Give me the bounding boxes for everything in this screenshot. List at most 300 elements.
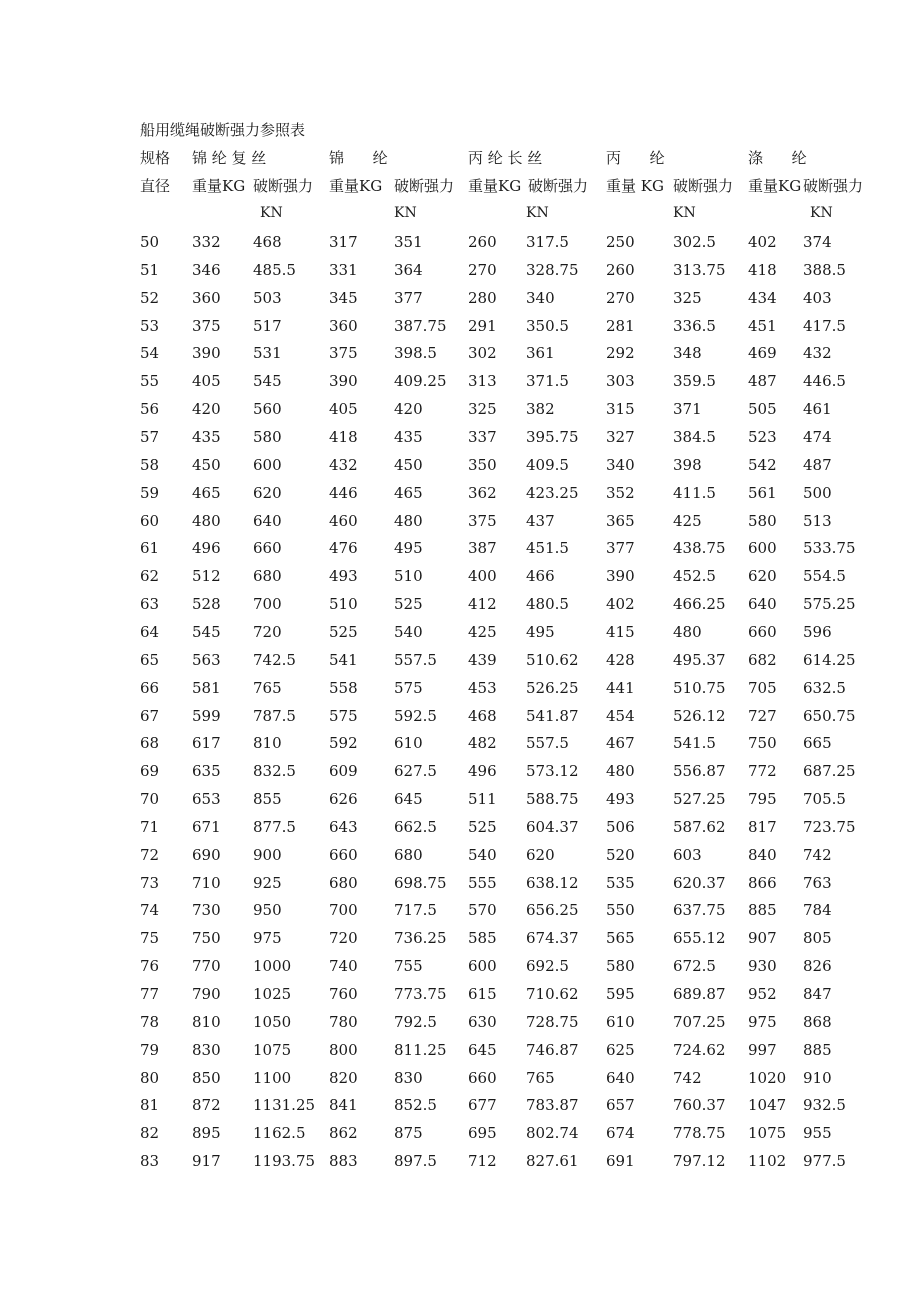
nylon-multifilament-strength-cell: 1131.25 — [253, 1096, 316, 1115]
polyester-weight-cell: 620 — [748, 567, 777, 586]
nylon-strength-cell: 610 — [394, 734, 423, 753]
polyester-strength-cell: 432 — [803, 344, 832, 363]
nylon-weight-cell: 510 — [329, 595, 358, 613]
nylon-strength-cell: 717.5 — [394, 901, 437, 920]
table-row — [0, 400, 920, 420]
pp-strength-cell: 556.87 — [673, 762, 726, 781]
pp-filament-strength-cell: 588.75 — [526, 790, 579, 808]
pp-strength-cell: 797.12 — [673, 1152, 726, 1171]
pp-filament-weight-cell: 375 — [468, 511, 497, 530]
nylon-strength-cell: 409.25 — [394, 372, 447, 391]
group-nylon-multifilament: 锦 纶 复 丝 — [192, 149, 267, 167]
polyester-strength-cell: 723.75 — [803, 817, 856, 836]
pp-filament-strength-cell: 495 — [526, 622, 555, 641]
nylon-multifilament-strength-cell: 545 — [253, 372, 282, 391]
nylon-weight-cell: 418 — [329, 428, 358, 446]
nylon-weight-cell: 780 — [329, 1012, 358, 1031]
table-row — [0, 317, 920, 337]
pp-strength-cell: 707.25 — [673, 1012, 726, 1031]
pp-strength-cell: 384.5 — [673, 428, 716, 446]
polyester-strength-cell: 461 — [803, 400, 832, 419]
table-row — [0, 428, 920, 448]
polyester-weight-cell: 885 — [748, 901, 777, 920]
pp-filament-weight-cell: 350 — [468, 455, 497, 474]
pp-filament-weight-cell: 425 — [468, 622, 497, 641]
pp-filament-strength-cell: 317.5 — [526, 233, 569, 251]
nylon-multifilament-strength-cell: 700 — [253, 595, 282, 613]
pp-weight-cell: 415 — [606, 622, 635, 641]
table-row — [0, 1069, 920, 1089]
table-row — [0, 679, 920, 699]
polyester-weight-cell: 840 — [748, 845, 777, 864]
nylon-strength-cell: 450 — [394, 455, 423, 474]
nylon-strength-cell: 811.25 — [394, 1040, 447, 1059]
pp-filament-weight-cell: 570 — [468, 901, 497, 920]
polyester-strength-cell: 763 — [803, 873, 832, 892]
pp-filament-strength-cell: 765 — [526, 1068, 555, 1087]
pp-filament-strength-cell: 371.5 — [526, 372, 569, 391]
pp-filament-weight-cell: 387 — [468, 539, 497, 558]
pp-weight-cell: 292 — [606, 344, 635, 363]
nylon-weight-cell: 331 — [329, 260, 358, 279]
subheader-breaking-strength: 破断强力 — [528, 177, 589, 195]
unit-label: KN — [260, 205, 283, 221]
diameter-cell: 51 — [140, 260, 160, 279]
pp-strength-cell: 302.5 — [673, 233, 716, 251]
nylon-strength-cell: 351 — [394, 233, 423, 251]
nylon-strength-cell: 575 — [394, 678, 423, 697]
pp-strength-cell: 398 — [673, 455, 702, 474]
polyester-weight-cell: 795 — [748, 790, 777, 808]
diameter-cell: 63 — [140, 595, 160, 613]
nylon-weight-cell: 360 — [329, 316, 358, 335]
nylon-weight-cell: 740 — [329, 957, 358, 976]
polyester-weight-cell: 907 — [748, 929, 777, 948]
polyester-strength-cell: 885 — [803, 1040, 832, 1059]
pp-strength-cell: 348 — [673, 344, 702, 363]
diameter-cell: 50 — [140, 233, 160, 251]
pp-strength-cell: 742 — [673, 1068, 702, 1087]
polyester-strength-cell: 500 — [803, 483, 832, 502]
pp-strength-cell: 336.5 — [673, 316, 716, 335]
polyester-strength-cell: 826 — [803, 957, 832, 976]
nylon-multifilament-weight-cell: 375 — [192, 316, 221, 335]
pp-filament-weight-cell: 712 — [468, 1152, 497, 1171]
pp-filament-weight-cell: 468 — [468, 706, 497, 725]
nylon-multifilament-weight-cell: 450 — [192, 455, 221, 474]
nylon-multifilament-strength-cell: 1162.5 — [253, 1124, 306, 1143]
nylon-strength-cell: 875 — [394, 1124, 423, 1143]
pp-strength-cell: 637.75 — [673, 901, 726, 920]
pp-filament-weight-cell: 313 — [468, 372, 497, 391]
pp-filament-weight-cell: 555 — [468, 873, 497, 892]
polyester-weight-cell: 505 — [748, 400, 777, 419]
pp-filament-weight-cell: 270 — [468, 260, 497, 279]
nylon-multifilament-weight-cell: 405 — [192, 372, 221, 391]
nylon-strength-cell: 736.25 — [394, 929, 447, 948]
diameter-cell: 81 — [140, 1096, 160, 1115]
nylon-strength-cell: 398.5 — [394, 344, 437, 363]
pp-filament-strength-cell: 692.5 — [526, 957, 569, 976]
table-row — [0, 1013, 920, 1033]
table-row — [0, 233, 920, 253]
pp-filament-weight-cell: 260 — [468, 233, 497, 251]
diameter-cell: 57 — [140, 428, 160, 446]
nylon-multifilament-strength-cell: 485.5 — [253, 260, 296, 279]
nylon-weight-cell: 432 — [329, 455, 358, 474]
pp-weight-cell: 260 — [606, 260, 635, 279]
subheader-weight: 重量KG — [468, 177, 522, 195]
diameter-cell: 69 — [140, 762, 160, 781]
unit-label: KN — [526, 205, 549, 221]
pp-strength-cell: 359.5 — [673, 372, 716, 391]
nylon-multifilament-strength-cell: 680 — [253, 567, 282, 586]
nylon-multifilament-strength-cell: 531 — [253, 344, 282, 363]
polyester-strength-cell: 805 — [803, 929, 832, 948]
polyester-strength-cell: 446.5 — [803, 372, 846, 391]
pp-filament-weight-cell: 695 — [468, 1124, 497, 1143]
table-row — [0, 1152, 920, 1172]
polyester-strength-cell: 632.5 — [803, 678, 846, 697]
diameter-cell: 60 — [140, 511, 160, 530]
diameter-cell: 58 — [140, 455, 160, 474]
pp-filament-strength-cell: 451.5 — [526, 539, 569, 558]
nylon-strength-cell: 852.5 — [394, 1096, 437, 1115]
nylon-multifilament-strength-cell: 975 — [253, 929, 282, 948]
diameter-cell: 65 — [140, 650, 160, 669]
polyester-strength-cell: 868 — [803, 1012, 832, 1031]
polyester-weight-cell: 930 — [748, 957, 777, 976]
pp-strength-cell: 724.62 — [673, 1040, 726, 1059]
nylon-multifilament-weight-cell: 770 — [192, 957, 221, 976]
diameter-cell: 55 — [140, 372, 160, 391]
nylon-multifilament-weight-cell: 750 — [192, 929, 221, 948]
pp-filament-weight-cell: 362 — [468, 483, 497, 502]
nylon-weight-cell: 820 — [329, 1068, 358, 1087]
pp-filament-strength-cell: 382 — [526, 400, 555, 419]
nylon-multifilament-strength-cell: 468 — [253, 233, 282, 251]
diameter-cell: 66 — [140, 678, 160, 697]
pp-weight-cell: 303 — [606, 372, 635, 391]
table-row — [0, 567, 920, 587]
pp-weight-cell: 674 — [606, 1124, 635, 1143]
diameter-cell: 71 — [140, 817, 160, 836]
nylon-weight-cell: 800 — [329, 1040, 358, 1059]
nylon-multifilament-weight-cell: 528 — [192, 595, 221, 613]
pp-weight-cell: 281 — [606, 316, 635, 335]
nylon-strength-cell: 627.5 — [394, 762, 437, 781]
pp-strength-cell: 510.75 — [673, 678, 726, 697]
polyester-strength-cell: 955 — [803, 1124, 832, 1143]
nylon-strength-cell: 897.5 — [394, 1152, 437, 1171]
pp-weight-cell: 625 — [606, 1040, 635, 1059]
nylon-strength-cell: 698.75 — [394, 873, 447, 892]
nylon-multifilament-weight-cell: 563 — [192, 650, 221, 669]
nylon-multifilament-strength-cell: 950 — [253, 901, 282, 920]
pp-strength-cell: 620.37 — [673, 873, 726, 892]
diameter-cell: 72 — [140, 845, 160, 864]
pp-strength-cell: 672.5 — [673, 957, 716, 976]
nylon-strength-cell: 465 — [394, 483, 423, 502]
pp-strength-cell: 527.25 — [673, 790, 726, 808]
nylon-weight-cell: 390 — [329, 372, 358, 391]
subheader-weight: 重量 KG — [606, 177, 664, 195]
nylon-multifilament-strength-cell: 720 — [253, 622, 282, 641]
pp-filament-strength-cell: 638.12 — [526, 873, 579, 892]
nylon-multifilament-weight-cell: 872 — [192, 1096, 221, 1115]
pp-weight-cell: 441 — [606, 678, 635, 697]
pp-filament-strength-cell: 746.87 — [526, 1040, 579, 1059]
nylon-multifilament-strength-cell: 640 — [253, 511, 282, 530]
nylon-multifilament-weight-cell: 730 — [192, 901, 221, 920]
pp-weight-cell: 352 — [606, 483, 635, 502]
pp-strength-cell: 587.62 — [673, 817, 726, 836]
diameter-cell: 56 — [140, 400, 160, 419]
pp-weight-cell: 428 — [606, 650, 635, 669]
polyester-weight-cell: 682 — [748, 650, 777, 669]
header-row-units — [0, 205, 920, 225]
table-row — [0, 623, 920, 643]
nylon-strength-cell: 662.5 — [394, 817, 437, 836]
nylon-multifilament-strength-cell: 1025 — [253, 985, 292, 1003]
unit-label: KN — [673, 205, 696, 221]
nylon-multifilament-weight-cell: 810 — [192, 1012, 221, 1031]
nylon-weight-cell: 883 — [329, 1152, 358, 1171]
group-polyester: 涤 纶 — [748, 149, 807, 167]
diameter-cell: 80 — [140, 1068, 160, 1087]
diameter-cell: 75 — [140, 929, 160, 948]
subheader-weight: 重量KG — [192, 177, 246, 195]
pp-filament-weight-cell: 291 — [468, 316, 497, 335]
pp-strength-cell: 411.5 — [673, 483, 716, 502]
polyester-weight-cell: 487 — [748, 372, 777, 391]
pp-filament-weight-cell: 453 — [468, 678, 497, 697]
pp-weight-cell: 327 — [606, 428, 635, 446]
nylon-multifilament-weight-cell: 332 — [192, 233, 221, 251]
table-row — [0, 456, 920, 476]
nylon-multifilament-weight-cell: 512 — [192, 567, 221, 586]
table-row — [0, 1096, 920, 1116]
nylon-multifilament-strength-cell: 742.5 — [253, 650, 296, 669]
pp-filament-strength-cell: 783.87 — [526, 1096, 579, 1115]
pp-weight-cell: 315 — [606, 400, 635, 419]
pp-filament-strength-cell: 573.12 — [526, 762, 579, 781]
nylon-weight-cell: 375 — [329, 344, 358, 363]
pp-filament-weight-cell: 337 — [468, 428, 497, 446]
pp-strength-cell: 778.75 — [673, 1124, 726, 1143]
pp-filament-strength-cell: 728.75 — [526, 1012, 579, 1031]
pp-filament-weight-cell: 585 — [468, 929, 497, 948]
nylon-weight-cell: 660 — [329, 845, 358, 864]
polyester-strength-cell: 650.75 — [803, 706, 856, 725]
nylon-weight-cell: 493 — [329, 567, 358, 586]
polyester-weight-cell: 727 — [748, 706, 777, 725]
diameter-cell: 68 — [140, 734, 160, 753]
pp-weight-cell: 480 — [606, 762, 635, 781]
table-row — [0, 901, 920, 921]
pp-filament-weight-cell: 412 — [468, 595, 497, 613]
nylon-multifilament-strength-cell: 810 — [253, 734, 282, 753]
polyester-strength-cell: 417.5 — [803, 316, 846, 335]
pp-strength-cell: 689.87 — [673, 985, 726, 1003]
diameter-cell: 74 — [140, 901, 160, 920]
pp-strength-cell: 760.37 — [673, 1096, 726, 1115]
pp-filament-weight-cell: 600 — [468, 957, 497, 976]
pp-strength-cell: 480 — [673, 622, 702, 641]
nylon-weight-cell: 558 — [329, 678, 358, 697]
pp-filament-weight-cell: 280 — [468, 288, 497, 307]
polyester-weight-cell: 561 — [748, 483, 777, 502]
nylon-multifilament-weight-cell: 599 — [192, 706, 221, 725]
nylon-multifilament-weight-cell: 465 — [192, 483, 221, 502]
nylon-multifilament-strength-cell: 900 — [253, 845, 282, 864]
nylon-multifilament-strength-cell: 1193.75 — [253, 1152, 316, 1171]
polyester-strength-cell: 533.75 — [803, 539, 856, 558]
polyester-strength-cell: 374 — [803, 233, 832, 251]
pp-strength-cell: 452.5 — [673, 567, 716, 586]
nylon-multifilament-strength-cell: 620 — [253, 483, 282, 502]
nylon-multifilament-weight-cell: 390 — [192, 344, 221, 363]
polyester-strength-cell: 614.25 — [803, 650, 856, 669]
nylon-multifilament-weight-cell: 360 — [192, 288, 221, 307]
pp-filament-strength-cell: 423.25 — [526, 483, 579, 502]
polyester-weight-cell: 434 — [748, 288, 777, 307]
pp-filament-strength-cell: 480.5 — [526, 595, 569, 613]
nylon-weight-cell: 680 — [329, 873, 358, 892]
nylon-strength-cell: 377 — [394, 288, 423, 307]
nylon-weight-cell: 446 — [329, 483, 358, 502]
pp-weight-cell: 520 — [606, 845, 635, 864]
pp-filament-strength-cell: 710.62 — [526, 985, 579, 1003]
nylon-weight-cell: 592 — [329, 734, 358, 753]
polyester-strength-cell: 742 — [803, 845, 832, 864]
subheader-breaking-strength: 破断强力 — [394, 177, 455, 195]
polyester-strength-cell: 977.5 — [803, 1152, 846, 1171]
nylon-multifilament-weight-cell: 653 — [192, 790, 221, 808]
pp-filament-strength-cell: 328.75 — [526, 260, 579, 279]
table-row — [0, 289, 920, 309]
polyester-weight-cell: 1047 — [748, 1096, 787, 1115]
nylon-strength-cell: 773.75 — [394, 985, 447, 1003]
polyester-strength-cell: 847 — [803, 985, 832, 1003]
pp-weight-cell: 454 — [606, 706, 635, 725]
diameter-cell: 82 — [140, 1124, 160, 1143]
polyester-weight-cell: 772 — [748, 762, 777, 781]
pp-filament-strength-cell: 674.37 — [526, 929, 579, 948]
diameter-cell: 62 — [140, 567, 160, 586]
nylon-multifilament-weight-cell: 671 — [192, 817, 221, 836]
nylon-strength-cell: 420 — [394, 400, 423, 419]
pp-filament-strength-cell: 541.87 — [526, 706, 579, 725]
diameter-cell: 79 — [140, 1040, 160, 1059]
polyester-weight-cell: 523 — [748, 428, 777, 446]
nylon-weight-cell: 760 — [329, 985, 358, 1003]
nylon-strength-cell: 364 — [394, 260, 423, 279]
nylon-weight-cell: 841 — [329, 1096, 358, 1115]
pp-strength-cell: 526.12 — [673, 706, 726, 725]
table-row — [0, 985, 920, 1005]
polyester-weight-cell: 866 — [748, 873, 777, 892]
nylon-strength-cell: 592.5 — [394, 706, 437, 725]
polyester-strength-cell: 513 — [803, 511, 832, 530]
nylon-multifilament-weight-cell: 480 — [192, 511, 221, 530]
nylon-strength-cell: 557.5 — [394, 650, 437, 669]
nylon-multifilament-strength-cell: 855 — [253, 790, 282, 808]
nylon-multifilament-weight-cell: 710 — [192, 873, 221, 892]
nylon-weight-cell: 345 — [329, 288, 358, 307]
nylon-weight-cell: 460 — [329, 511, 358, 530]
polyester-weight-cell: 542 — [748, 455, 777, 474]
diameter-cell: 83 — [140, 1152, 160, 1171]
polyester-strength-cell: 784 — [803, 901, 832, 920]
nylon-multifilament-strength-cell: 832.5 — [253, 762, 296, 781]
pp-filament-weight-cell: 400 — [468, 567, 497, 586]
nylon-strength-cell: 645 — [394, 790, 423, 808]
group-polypropylene: 丙 纶 — [606, 149, 665, 167]
pp-filament-weight-cell: 630 — [468, 1012, 497, 1031]
pp-filament-strength-cell: 395.75 — [526, 428, 579, 446]
pp-weight-cell: 390 — [606, 567, 635, 586]
subheader-breaking-strength: 破断强力 — [803, 177, 864, 195]
table-row — [0, 846, 920, 866]
nylon-multifilament-strength-cell: 560 — [253, 400, 282, 419]
nylon-strength-cell: 480 — [394, 511, 423, 530]
diameter-cell: 53 — [140, 316, 160, 335]
polyester-strength-cell: 665 — [803, 734, 832, 753]
pp-weight-cell: 270 — [606, 288, 635, 307]
diameter-cell: 73 — [140, 873, 160, 892]
table-row — [0, 512, 920, 532]
nylon-weight-cell: 626 — [329, 790, 358, 808]
nylon-multifilament-weight-cell: 830 — [192, 1040, 221, 1059]
pp-filament-weight-cell: 302 — [468, 344, 497, 363]
polyester-weight-cell: 975 — [748, 1012, 777, 1031]
pp-strength-cell: 371 — [673, 400, 702, 419]
nylon-strength-cell: 755 — [394, 957, 423, 976]
polyester-weight-cell: 1102 — [748, 1152, 787, 1171]
nylon-multifilament-weight-cell: 917 — [192, 1152, 221, 1171]
table-row — [0, 539, 920, 559]
pp-weight-cell: 402 — [606, 595, 635, 613]
nylon-strength-cell: 680 — [394, 845, 423, 864]
table-row — [0, 484, 920, 504]
nylon-weight-cell: 476 — [329, 539, 358, 558]
diameter-cell: 59 — [140, 483, 160, 502]
nylon-multifilament-strength-cell: 787.5 — [253, 706, 296, 725]
table-title: 船用缆绳破断强力参照表 — [140, 121, 306, 139]
table-row — [0, 344, 920, 364]
pp-filament-strength-cell: 361 — [526, 344, 555, 363]
nylon-multifilament-weight-cell: 690 — [192, 845, 221, 864]
pp-weight-cell: 340 — [606, 455, 635, 474]
polyester-strength-cell: 910 — [803, 1068, 832, 1087]
table-row — [0, 1124, 920, 1144]
nylon-multifilament-weight-cell: 850 — [192, 1068, 221, 1087]
nylon-multifilament-weight-cell: 545 — [192, 622, 221, 641]
nylon-strength-cell: 525 — [394, 595, 423, 613]
pp-strength-cell: 425 — [673, 511, 702, 530]
nylon-multifilament-weight-cell: 420 — [192, 400, 221, 419]
pp-strength-cell: 325 — [673, 288, 702, 307]
table-row — [0, 762, 920, 782]
pp-weight-cell: 640 — [606, 1068, 635, 1087]
table-row — [0, 595, 920, 615]
polyester-weight-cell: 640 — [748, 595, 777, 613]
polyester-weight-cell: 469 — [748, 344, 777, 363]
polyester-strength-cell: 932.5 — [803, 1096, 846, 1115]
nylon-multifilament-weight-cell: 496 — [192, 539, 221, 558]
diameter-cell: 70 — [140, 790, 160, 808]
